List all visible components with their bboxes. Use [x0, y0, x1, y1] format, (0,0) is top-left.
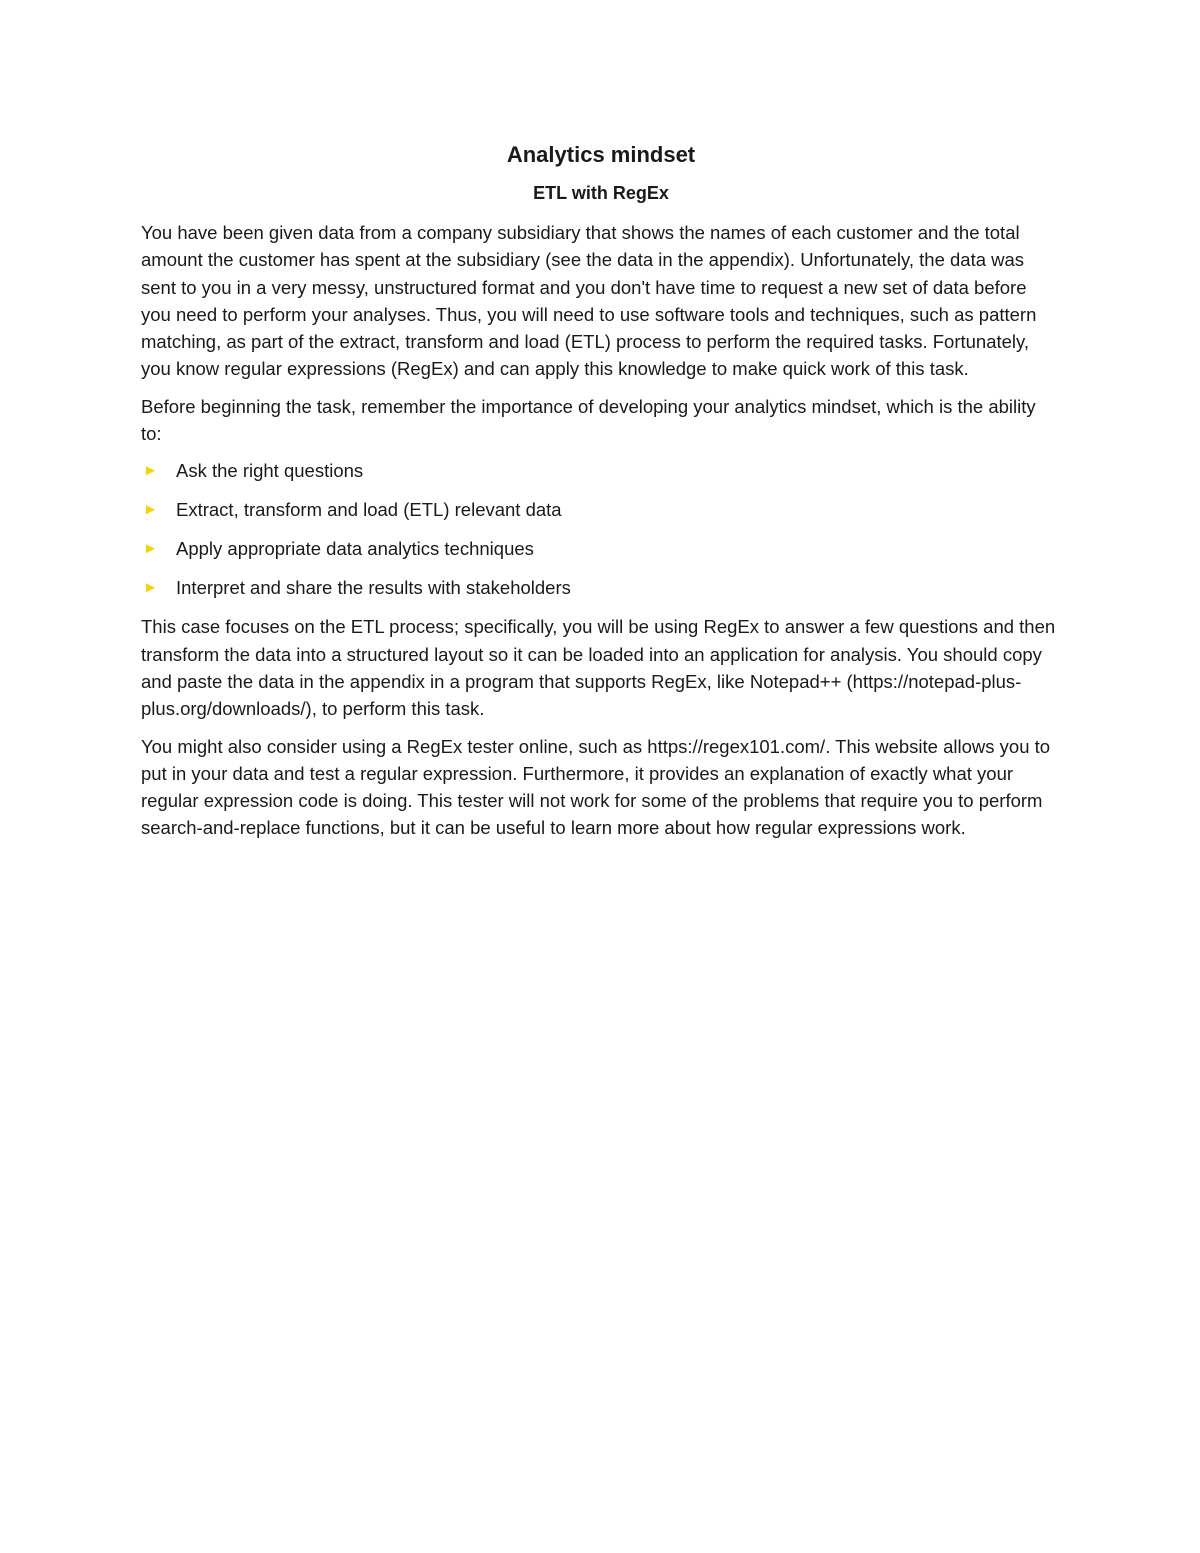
mindset-paragraph: Before beginning the task, remember the importance of developing your analytics mindset, which is the ability to:: [141, 395, 1036, 445]
list-item-text: Ask the right questions: [176, 460, 364, 482]
triangle-bullet-icon: ►: [143, 540, 158, 558]
list-item: [141, 496, 1061, 523]
document-page: [141, 140, 1061, 842]
mindset-bullet-list: [141, 457, 1061, 601]
list-item-text: Extract, transform and load (ETL) relevant data: [176, 499, 562, 521]
list-item: [141, 457, 1061, 484]
intro-paragraph: You have been given data from a company subsidiary that shows the names of each customer and the total amount the customer has spent at the subsidiary (see the data in the appendix). Unfortunately, the data was sent to you in a very messy, unstructured format and you don't have time to request a new set of data before you need to perform your analyses. Thus, you will need to use software tools and techniques, such as pattern matching, as part of the extract, transform and load (ETL) process to perform the required tasks. Fortunately, you know regular expressions (RegEx) and can apply this knowledge to make quick work of this task.: [141, 222, 1037, 380]
regex-tester-paragraph: You might also consider using a RegEx tester online, such as https://regex101.com/. This website allows you to put in your data and test a regular expression. Furthermore, it provides an explanation of exactly what your regular expression code is doing. This tester will not work for some of the problems that require you to perform search-and-replace functions, but it can be useful to learn more about how regular expressions work.: [141, 735, 1051, 839]
triangle-bullet-icon: ►: [143, 462, 158, 480]
etl-focus-paragraph: This case focuses on the ETL process; specifically, you will be using RegEx to answer a few questions and then transform the data into a structured layout so it can be loaded into an application for analysis. You should copy and paste the data in the appendix in a program that supports RegEx, like Notepad++ (https://notepad-plus-plus.org/downloads/), to perform this task.: [141, 616, 1056, 720]
triangle-bullet-icon: ►: [143, 579, 158, 597]
triangle-bullet-icon: ►: [143, 501, 158, 519]
list-item-text: Apply appropriate data analytics techniques: [176, 538, 534, 560]
document-title: Analytics mindset: [506, 142, 696, 167]
document-subtitle: ETL with RegEx: [533, 183, 669, 203]
list-item: [141, 574, 1061, 601]
list-item: [141, 535, 1061, 562]
list-item-text: Interpret and share the results with stakeholders: [176, 577, 571, 599]
